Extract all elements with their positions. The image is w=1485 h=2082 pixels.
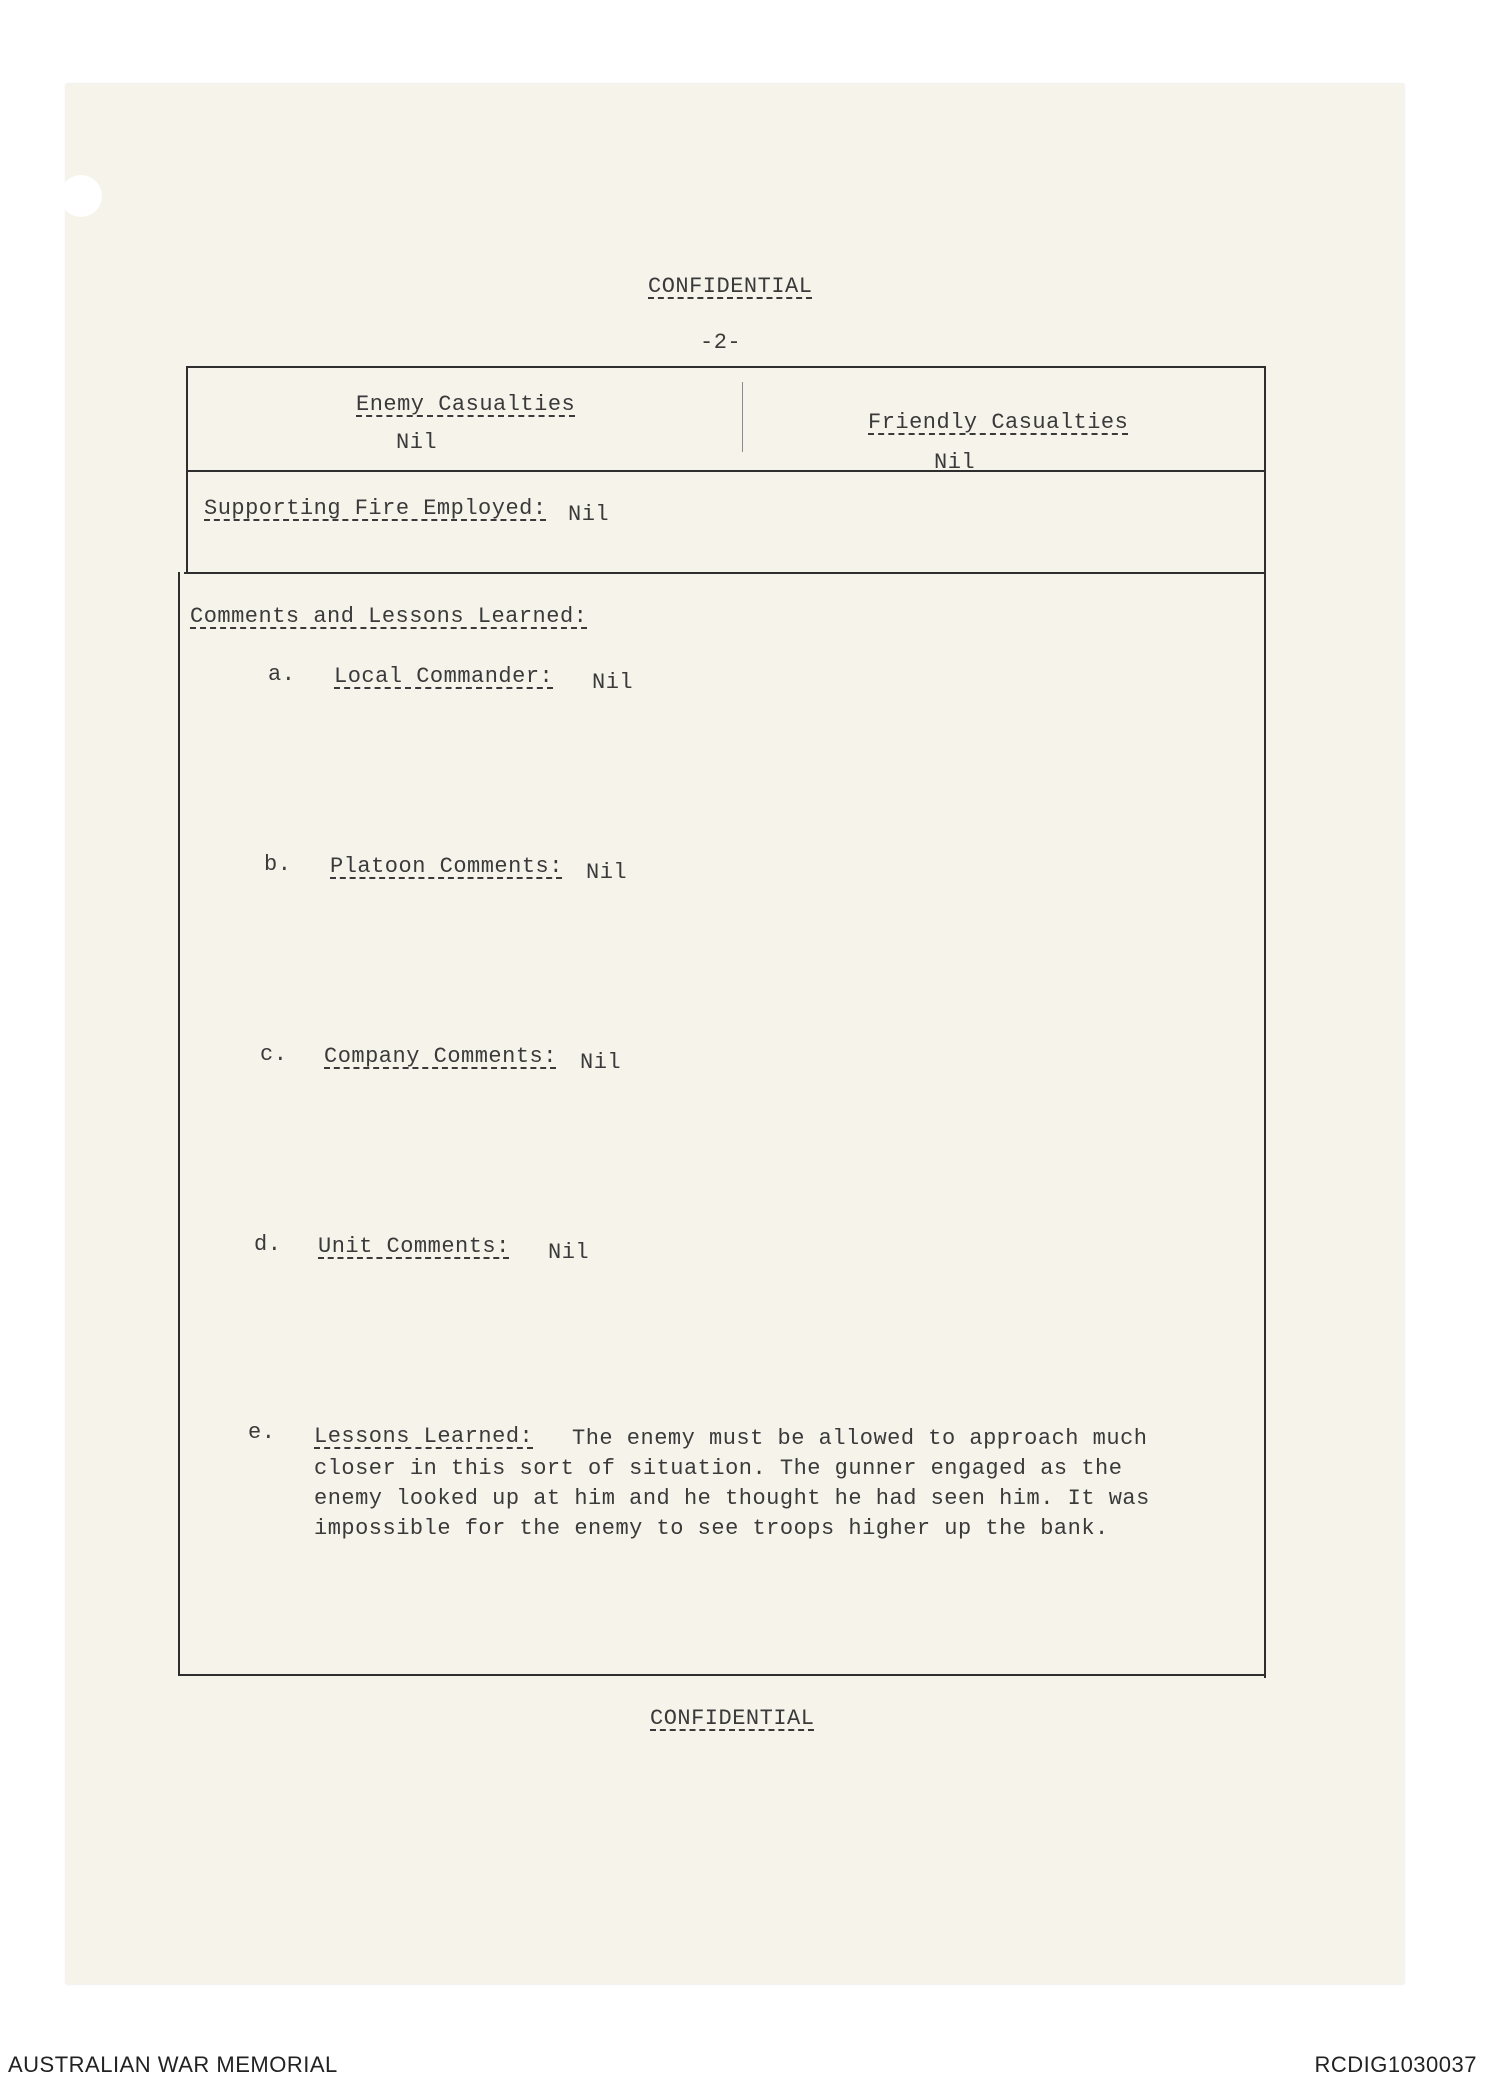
comments-heading: Comments and Lessons Learned: [190,604,588,629]
lessons-learned-label: Lessons Learned: [314,1424,537,1449]
local-commander-label: Local Commander: [334,664,554,689]
casualties-column-divider [742,382,743,452]
archive-institution: AUSTRALIAN WAR MEMORIAL [8,2052,338,2077]
header-classification: CONFIDENTIAL [648,274,813,299]
item-e-letter: e. [248,1420,276,1445]
table-bottom-border [178,1674,1266,1676]
table-divider-casualties [186,470,1266,472]
unit-comments-value: Nil [548,1240,590,1265]
company-comments-value: Nil [580,1050,622,1075]
supporting-fire-label: Supporting Fire Employed: [204,496,547,521]
friendly-casualties-label: Friendly Casualties [868,410,1129,435]
table-lower-left-border [178,572,180,1676]
table-divider-supporting-fire [184,572,1266,574]
enemy-casualties-label: Enemy Casualties [356,392,576,417]
local-commander-value: Nil [592,670,634,695]
platoon-comments-value: Nil [586,860,628,885]
item-c-letter: c. [260,1042,288,1067]
friendly-casualties-value: Nil [934,450,976,475]
table-right-border [1264,366,1266,1678]
footer-classification: CONFIDENTIAL [650,1706,815,1731]
document-page [66,84,1404,1984]
item-d-letter: d. [254,1232,282,1257]
page-number: -2- [700,330,742,355]
platoon-comments-label: Platoon Comments: [330,854,563,879]
supporting-fire-value: Nil [568,502,610,527]
lessons-learned-text: The enemy must be allowed to approach much closer in this sort of situation. The gunner engaged as the enemy looked up at him and he thought he had seen him. It was impossible for the enemy to see troops higher up the bank. [314,1426,1150,1541]
enemy-casualties-value: Nil [396,430,438,455]
item-b-letter: b. [264,852,292,877]
item-a-letter: a. [268,662,296,687]
archive-reference: RCDIG1030037 [1314,2052,1477,2077]
punch-hole [60,175,102,217]
unit-comments-label: Unit Comments: [318,1234,510,1259]
table-top-border [186,366,1266,368]
company-comments-label: Company Comments: [324,1044,557,1069]
